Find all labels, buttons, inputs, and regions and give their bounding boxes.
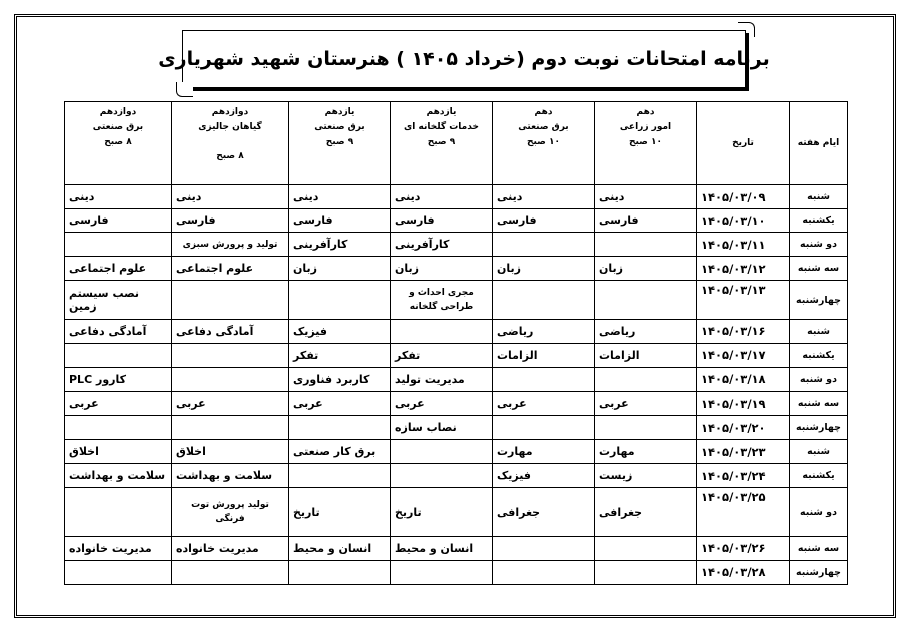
- exam-cell: [493, 367, 595, 391]
- exam-cell: [289, 464, 391, 488]
- exam-subject: عربی: [599, 397, 629, 410]
- day-cell: چهارشنبه: [790, 416, 848, 440]
- day-cell: چهارشنبه: [790, 281, 848, 319]
- exam-cell: [172, 319, 289, 343]
- exam-cell: [289, 185, 391, 209]
- date-cell: ۱۴۰۵/۰۳/۱۳: [697, 281, 790, 319]
- exam-subject: فیزیک: [497, 469, 531, 483]
- exam-subject: عربی: [497, 397, 527, 410]
- exam-subject: مهارت: [497, 445, 533, 459]
- header-class-field: گیاهان جالیزی: [198, 122, 262, 132]
- date-cell: ۱۴۰۵/۰۳/۲۳: [697, 440, 790, 464]
- exam-cell: [65, 391, 172, 415]
- header-class-6: [65, 102, 172, 185]
- exam-subject: جغرافی: [497, 505, 541, 519]
- table-row: [65, 343, 848, 367]
- exam-subject: تولید و پرورش سبزی: [182, 239, 278, 250]
- exam-cell: [289, 560, 391, 584]
- exam-cell: [289, 440, 391, 464]
- header-class-grade: دوازدهم: [99, 107, 137, 117]
- exam-cell: [595, 488, 697, 536]
- exam-cell: [595, 319, 697, 343]
- header-class-grade: یازدهم: [426, 107, 457, 117]
- exam-cell: [493, 209, 595, 233]
- exam-cell: [65, 209, 172, 233]
- exam-cell: [289, 281, 391, 319]
- exam-subject: تاریخ: [293, 505, 320, 519]
- exam-cell: [493, 281, 595, 319]
- exam-subject: دینی: [293, 190, 319, 204]
- date-cell: ۱۴۰۵/۰۳/۱۲: [697, 257, 790, 281]
- table-row: [65, 257, 848, 281]
- exam-subject: زبان: [395, 262, 419, 276]
- header-class-2: [493, 102, 595, 185]
- exam-cell: [391, 536, 493, 560]
- header-class-time: ۹ صبح: [427, 137, 456, 147]
- header-class-field: برق صنعتی: [92, 122, 144, 132]
- exam-cell: [65, 536, 172, 560]
- date-cell: ۱۴۰۵/۰۳/۱۰: [697, 209, 790, 233]
- exam-cell: [172, 233, 289, 257]
- exam-subject: دینی: [395, 190, 421, 204]
- table-row: [65, 440, 848, 464]
- exam-cell: [289, 233, 391, 257]
- header-date: تاریخ: [697, 102, 790, 185]
- header-class-time: ۱۰ صبح: [527, 137, 560, 147]
- exam-cell: [289, 367, 391, 391]
- header-class-field: برق صنعتی: [518, 122, 569, 132]
- day-cell: شنبه: [790, 440, 848, 464]
- exam-subject: جغرافی: [599, 505, 643, 519]
- exam-subject: فارسی: [293, 214, 333, 228]
- exam-cell: [65, 185, 172, 209]
- date-cell: ۱۴۰۵/۰۳/۱۱: [697, 233, 790, 257]
- header-class-grade: دهم: [636, 107, 655, 117]
- header-class-grade: دهم: [534, 107, 553, 117]
- exam-cell: [172, 488, 289, 536]
- header-class-5: [172, 102, 289, 185]
- exam-cell: [65, 367, 172, 391]
- exam-cell: [391, 560, 493, 584]
- exam-subject: سلامت و بهداشت: [176, 469, 273, 483]
- exam-cell: [172, 257, 289, 281]
- exam-subject: تفکر: [395, 348, 421, 362]
- table-row: [65, 233, 848, 257]
- exam-subject: مدیریت تولید: [395, 372, 465, 386]
- exam-cell: [493, 488, 595, 536]
- date-cell: ۱۴۰۵/۰۳/۲۴: [697, 464, 790, 488]
- exam-subject: عربی: [395, 397, 425, 410]
- exam-cell: [493, 560, 595, 584]
- exam-subject: دینی: [599, 190, 625, 204]
- date-cell: ۱۴۰۵/۰۳/۲۸: [697, 560, 790, 584]
- exam-subject: آمادگی دفاعی: [176, 324, 254, 338]
- exam-cell: [289, 319, 391, 343]
- day-cell: سه شنبه: [790, 391, 848, 415]
- banner-scroll-curl-left: [176, 82, 193, 97]
- exam-subject: مهارت: [599, 445, 635, 459]
- date-cell: ۱۴۰۵/۰۳/۲۰: [697, 416, 790, 440]
- exam-cell: [172, 560, 289, 584]
- exam-subject: انسان و محیط: [395, 541, 474, 555]
- exam-cell: [65, 416, 172, 440]
- exam-subject: تفکر: [293, 348, 319, 362]
- exam-subject: زبان: [599, 262, 623, 276]
- exam-subject: انسان و محیط: [293, 541, 372, 555]
- exam-subject: کارآفرینی: [395, 238, 450, 252]
- table-row: [65, 488, 848, 536]
- header-class-time: ۹ صبح: [325, 137, 354, 147]
- exam-subject: فیزیک: [293, 324, 327, 338]
- table-row: [65, 281, 848, 319]
- exam-cell: [493, 257, 595, 281]
- day-cell: یکشنبه: [790, 464, 848, 488]
- day-cell: چهارشنبه: [790, 560, 848, 584]
- exam-subject: مدیریت خانواده: [176, 541, 259, 555]
- exam-cell: [595, 560, 697, 584]
- exam-subject: تولید پرورش توت فرنگی: [191, 500, 269, 524]
- exam-cell: [172, 185, 289, 209]
- exam-cell: [289, 257, 391, 281]
- exam-cell: [595, 257, 697, 281]
- exam-cell: [595, 416, 697, 440]
- exam-cell: [172, 440, 289, 464]
- exam-cell: [391, 367, 493, 391]
- exam-subject: کارآفرینی: [293, 238, 348, 252]
- exam-cell: [595, 233, 697, 257]
- exam-cell: [65, 464, 172, 488]
- exam-subject: نصب سیستم زمین: [69, 287, 140, 314]
- exam-subject: فارسی: [69, 214, 109, 228]
- exam-cell: [493, 319, 595, 343]
- exam-cell: [65, 488, 172, 536]
- exam-subject: علوم اجتماعی: [69, 262, 147, 276]
- exam-subject: فارسی: [497, 214, 537, 228]
- exam-subject: ریاضی: [497, 324, 534, 338]
- header-class-grade: دوازدهم: [211, 107, 249, 117]
- exam-cell: [391, 319, 493, 343]
- exam-subject: زیست: [599, 469, 633, 483]
- exam-schedule-table: [64, 101, 848, 585]
- exam-subject: مجری احداث و طراحی گلخانه: [409, 288, 474, 313]
- exam-cell: [595, 464, 697, 488]
- table-row: [65, 209, 848, 233]
- date-cell: ۱۴۰۵/۰۳/۲۶: [697, 536, 790, 560]
- exam-cell: [391, 209, 493, 233]
- header-row: [65, 102, 848, 185]
- exam-cell: [493, 343, 595, 367]
- exam-cell: [65, 281, 172, 319]
- day-cell: دو شنبه: [790, 488, 848, 536]
- day-cell: یکشنبه: [790, 343, 848, 367]
- exam-cell: [172, 536, 289, 560]
- header-class-time: ۸ صبح: [104, 137, 132, 147]
- exam-subject: برق کار صنعتی: [293, 445, 376, 459]
- exam-cell: [65, 233, 172, 257]
- exam-cell: [289, 488, 391, 536]
- exam-cell: [493, 440, 595, 464]
- exam-cell: [172, 367, 289, 391]
- exam-cell: [391, 416, 493, 440]
- exam-cell: [391, 343, 493, 367]
- day-cell: دو شنبه: [790, 367, 848, 391]
- exam-subject: زبان: [497, 262, 521, 276]
- header-class-1: [595, 102, 697, 185]
- exam-cell: [172, 416, 289, 440]
- date-cell: ۱۴۰۵/۰۳/۲۵: [697, 488, 790, 536]
- day-cell: دو شنبه: [790, 233, 848, 257]
- page-title: برنامه امتحانات نوبت دوم (خرداد ۱۴۰۵ ) هنرستان شهید شهریاری: [158, 48, 770, 70]
- exam-subject: فارسی: [395, 214, 435, 228]
- exam-cell: [391, 185, 493, 209]
- exam-cell: [595, 391, 697, 415]
- table-row: [65, 464, 848, 488]
- exam-cell: [289, 209, 391, 233]
- exam-subject: اخلاق: [176, 445, 206, 459]
- exam-subject: نصاب سازه: [395, 421, 457, 435]
- table-row: [65, 416, 848, 440]
- exam-subject: دینی: [69, 190, 95, 204]
- day-cell: شنبه: [790, 319, 848, 343]
- exam-subject: سلامت و بهداشت: [69, 469, 166, 483]
- exam-cell: [65, 440, 172, 464]
- exam-subject: دینی: [497, 190, 523, 204]
- header-class-field: امور زراعی: [619, 122, 672, 132]
- exam-cell: [391, 440, 493, 464]
- table-row: [65, 185, 848, 209]
- header-class-field: خدمات گلخانه ای: [404, 122, 479, 132]
- exam-cell: [172, 209, 289, 233]
- exam-cell: [595, 343, 697, 367]
- exam-cell: [391, 391, 493, 415]
- exam-cell: [595, 185, 697, 209]
- exam-cell: [595, 209, 697, 233]
- header-day: ایام هفته: [790, 102, 848, 185]
- exam-cell: [493, 464, 595, 488]
- exam-subject: اخلاق: [69, 445, 99, 459]
- exam-cell: [493, 391, 595, 415]
- exam-cell: [65, 560, 172, 584]
- title-banner: [158, 30, 770, 88]
- exam-subject: دینی: [176, 190, 202, 204]
- exam-subject: فارسی: [599, 214, 639, 228]
- exam-cell: [493, 536, 595, 560]
- exam-cell: [391, 257, 493, 281]
- exam-subject: کارور PLC: [69, 372, 127, 386]
- exam-subject: ریاضی: [599, 324, 636, 338]
- date-cell: ۱۴۰۵/۰۳/۱۶: [697, 319, 790, 343]
- header-class-3: [391, 102, 493, 185]
- header-class-4: [289, 102, 391, 185]
- exam-cell: [65, 319, 172, 343]
- exam-cell: [65, 343, 172, 367]
- header-class-grade: یازدهم: [324, 107, 355, 117]
- date-cell: ۱۴۰۵/۰۳/۱۸: [697, 367, 790, 391]
- date-cell: ۱۴۰۵/۰۳/۰۹: [697, 185, 790, 209]
- exam-cell: [493, 185, 595, 209]
- header-class-time: ۱۰ صبح: [629, 137, 662, 147]
- exam-subject: فارسی: [176, 214, 216, 228]
- exam-subject: زبان: [293, 262, 317, 276]
- header-class-field: برق صنعتی: [314, 122, 365, 132]
- exam-cell: [493, 416, 595, 440]
- exam-cell: [595, 367, 697, 391]
- exam-cell: [172, 391, 289, 415]
- exam-cell: [172, 343, 289, 367]
- day-cell: سه شنبه: [790, 257, 848, 281]
- exam-cell: [391, 281, 493, 319]
- exam-cell: [289, 416, 391, 440]
- exam-cell: [391, 233, 493, 257]
- exam-cell: [391, 488, 493, 536]
- table-row: [65, 367, 848, 391]
- exam-cell: [172, 464, 289, 488]
- exam-cell: [595, 281, 697, 319]
- header-class-extra: ۸ صبح: [216, 151, 244, 161]
- table-row: [65, 391, 848, 415]
- exam-subject: تاریخ: [395, 505, 422, 519]
- exam-subject: عربی: [176, 397, 206, 410]
- exam-subject: الزامات: [497, 348, 538, 362]
- exam-cell: [172, 281, 289, 319]
- exam-subject: کاربرد فناوری: [293, 372, 370, 386]
- exam-subject: الزامات: [599, 348, 640, 362]
- day-cell: شنبه: [790, 185, 848, 209]
- exam-cell: [289, 391, 391, 415]
- exam-subject: علوم اجتماعی: [176, 262, 254, 276]
- table-row: [65, 560, 848, 584]
- exam-subject: عربی: [69, 397, 99, 410]
- table-row: [65, 319, 848, 343]
- exam-cell: [493, 233, 595, 257]
- exam-subject: عربی: [293, 397, 323, 410]
- table-row: [65, 536, 848, 560]
- date-cell: ۱۴۰۵/۰۳/۱۹: [697, 391, 790, 415]
- exam-cell: [289, 343, 391, 367]
- exam-cell: [65, 257, 172, 281]
- day-cell: یکشنبه: [790, 209, 848, 233]
- exam-cell: [289, 536, 391, 560]
- day-cell: سه شنبه: [790, 536, 848, 560]
- exam-cell: [595, 536, 697, 560]
- exam-cell: [595, 440, 697, 464]
- exam-subject: مدیریت خانواده: [69, 541, 152, 555]
- exam-cell: [391, 464, 493, 488]
- exam-subject: آمادگی دفاعی: [69, 324, 147, 338]
- date-cell: ۱۴۰۵/۰۳/۱۷: [697, 343, 790, 367]
